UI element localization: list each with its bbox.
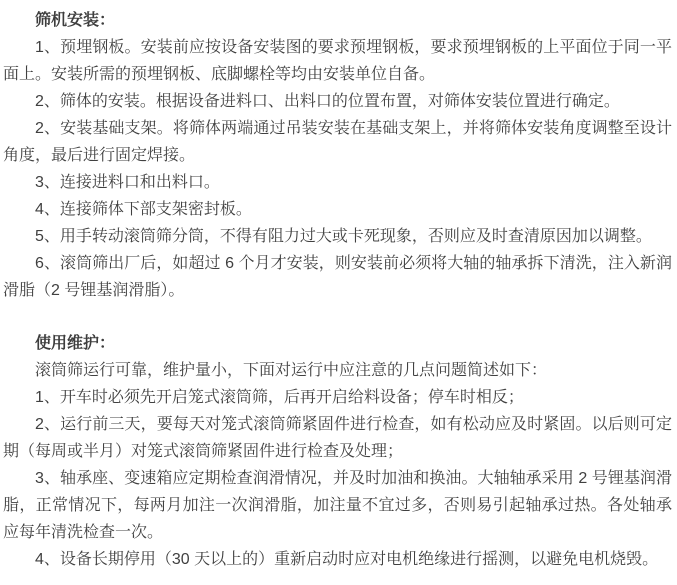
installation-paragraph-1: 1、预埋钢板。安装前应按设备安装图的要求预埋钢板，要求预埋钢板的上平面位于同一平面上。安装所需的预埋钢板、底脚螺栓等均由安装单位自备。 xyxy=(3,39,672,83)
maintenance-paragraph-4: 4、设备长期停用（30 天以上的）重新启动时应对电机绝缘进行摇测，以避免电机烧毁。 xyxy=(35,551,659,568)
maintenance-intro: 滚筒筛运行可靠，维护量小，下面对运行中应注意的几点问题简述如下： xyxy=(35,362,548,379)
maintenance-paragraph-2: 2、运行前三天，要每天对笼式滚筒筛紧固件进行检查，如有松动应及时紧固。以后则可定期（每周或半月）对笼式滚筒筛紧固件进行检查及处理； xyxy=(3,416,672,460)
installation-paragraph-5: 4、连接筛体下部支架密封板。 xyxy=(35,201,252,218)
installation-paragraph-4: 3、连接进料口和出料口。 xyxy=(35,174,220,191)
maintenance-paragraph-3: 3、轴承座、变速箱应定期检查润滑情况，并及时加油和换油。大轴轴承采用 2 号锂基润滑脂，正常情况下，每两月加注一次润滑脂，加注量不宜过多，否则易引起轴承过热。各处轴承应每年清洗检查一次。 xyxy=(3,470,672,541)
installation-heading: 筛机安装： xyxy=(35,12,116,29)
section-maintenance xyxy=(3,330,672,573)
maintenance-heading: 使用维护： xyxy=(35,335,116,352)
maintenance-paragraph-1: 1、开车时必须先开启笼式滚筒筛，后再开启给料设备；停车时相反； xyxy=(35,389,524,406)
section-installation xyxy=(3,7,672,304)
installation-paragraph-6: 5、用手转动滚筒筛分筒，不得有阻力过大或卡死现象，否则应及时查清原因加以调整。 xyxy=(35,228,652,245)
installation-paragraph-3: 2、安装基础支架。将筛体两端通过吊装安装在基础支架上，并将筛体安装角度调整至设计角度，最后进行固定焊接。 xyxy=(3,120,672,164)
installation-paragraph-7: 6、滚筒筛出厂后，如超过 6 个月才安装，则安装前必须将大轴的轴承拆下清洗，注入新润滑脂（2 号锂基润滑脂）。 xyxy=(3,255,672,299)
installation-paragraph-2: 2、筛体的安装。根据设备进料口、出料口的位置布置，对筛体安装位置进行确定。 xyxy=(35,93,620,110)
